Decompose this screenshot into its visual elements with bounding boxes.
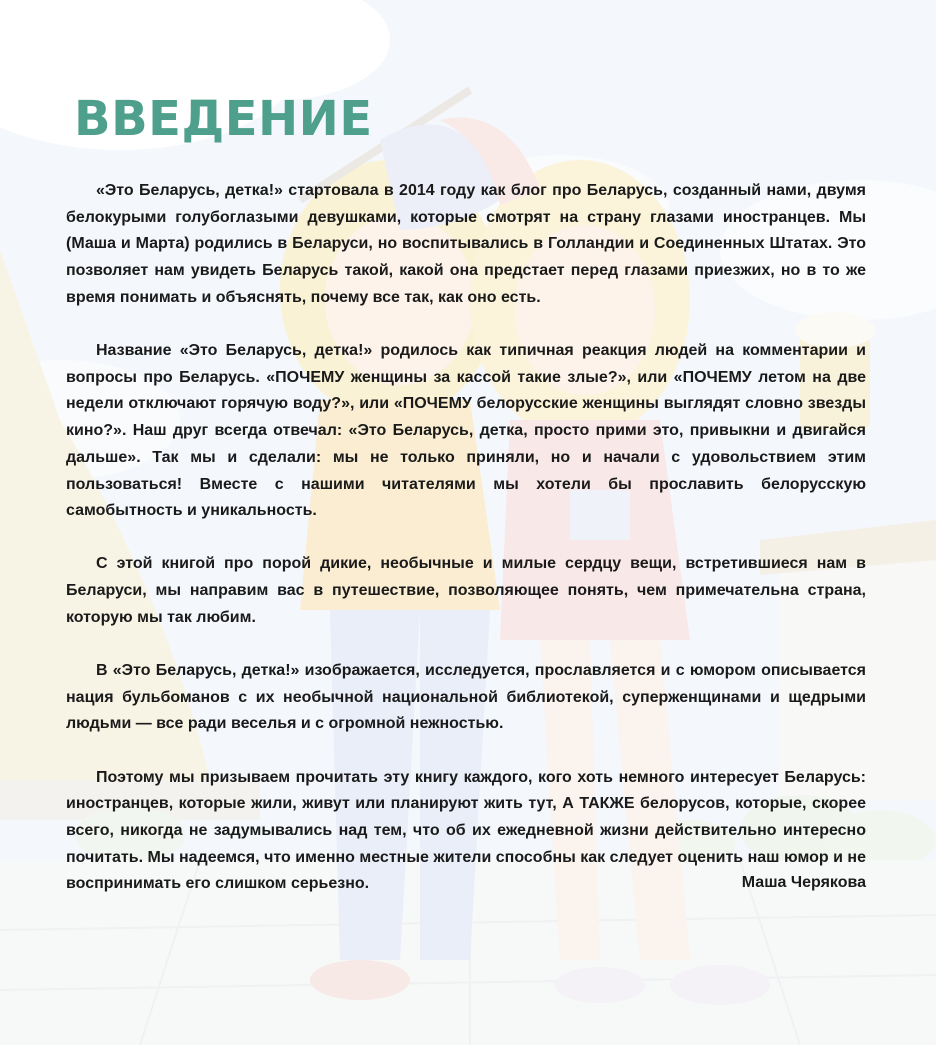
body-text: [66, 178, 866, 925]
paragraph: Название «Это Беларусь, детка!» родилось как типичная реакция людей на комментарии и вопросы про Беларусь. «ПОЧЕМУ женщины за кассой такие злые?», или «ПОЧЕМУ летом на две недели отключают горячую воду?», или «ПОЧЕМУ белорусские женщины выглядят словно звезды кино?». Наш друг всегда отвечал: «Это Беларусь, детка, просто прими это, привыкни и двигайся дальше». Так мы и сделали: мы не только приняли, но и начали с удовольствием этим пользоваться! Вместе с нашими читателями мы хотели бы прославить белорусскую самобытность и уникальность.: [66, 342, 866, 520]
author-signature: Маша Черякова: [741, 874, 866, 891]
paragraph: Поэтому мы призываем прочитать эту книгу каждого, кого хоть немного интересует Беларусь: иностранцев, которые жили, живут или планируют жить тут, А ТАКЖЕ белорусов, которые, скорее всего, никогда не задумывались над тем, что об их ежедневной жизни действительно интересно почитать. Мы надеемся, что именно местные жители способны как следует оценить наш юмор и не воспринимать его слишком серьезно.: [66, 768, 866, 893]
paragraph: С этой книгой про порой дикие, необычные и милые сердцу вещи, встретившиеся нам в Беларуси, мы направим вас в путешествие, позволяющее понять, чем примечательна страна, которую мы так любим.: [66, 555, 866, 626]
paragraph: В «Это Беларусь, детка!» изображается, исследуется, прославляется и с юмором описывается нация бульбоманов с их необычной национальной библиотекой, суперженщинами и щедрыми людьми — все ради веселья и с огромной нежностью.: [66, 662, 866, 733]
page-title: ВВЕДЕНИЕ: [74, 91, 373, 147]
paragraph: «Это Беларусь, детка!» стартовала в 2014 году как блог про Беларусь, созданный нами, двумя белокурыми голубоглазыми девушками, которые смотрят на страну глазами иностранцев. Мы (Маша и Марта) родились в Беларуси, но воспитывались в Голландии и Соединенных Штатах. Это позволяет нам увидеть Беларусь такой, какой она предстает перед глазами приезжих, но в то же время понимать и объяснять, почему все так, как оно есть.: [66, 182, 866, 306]
